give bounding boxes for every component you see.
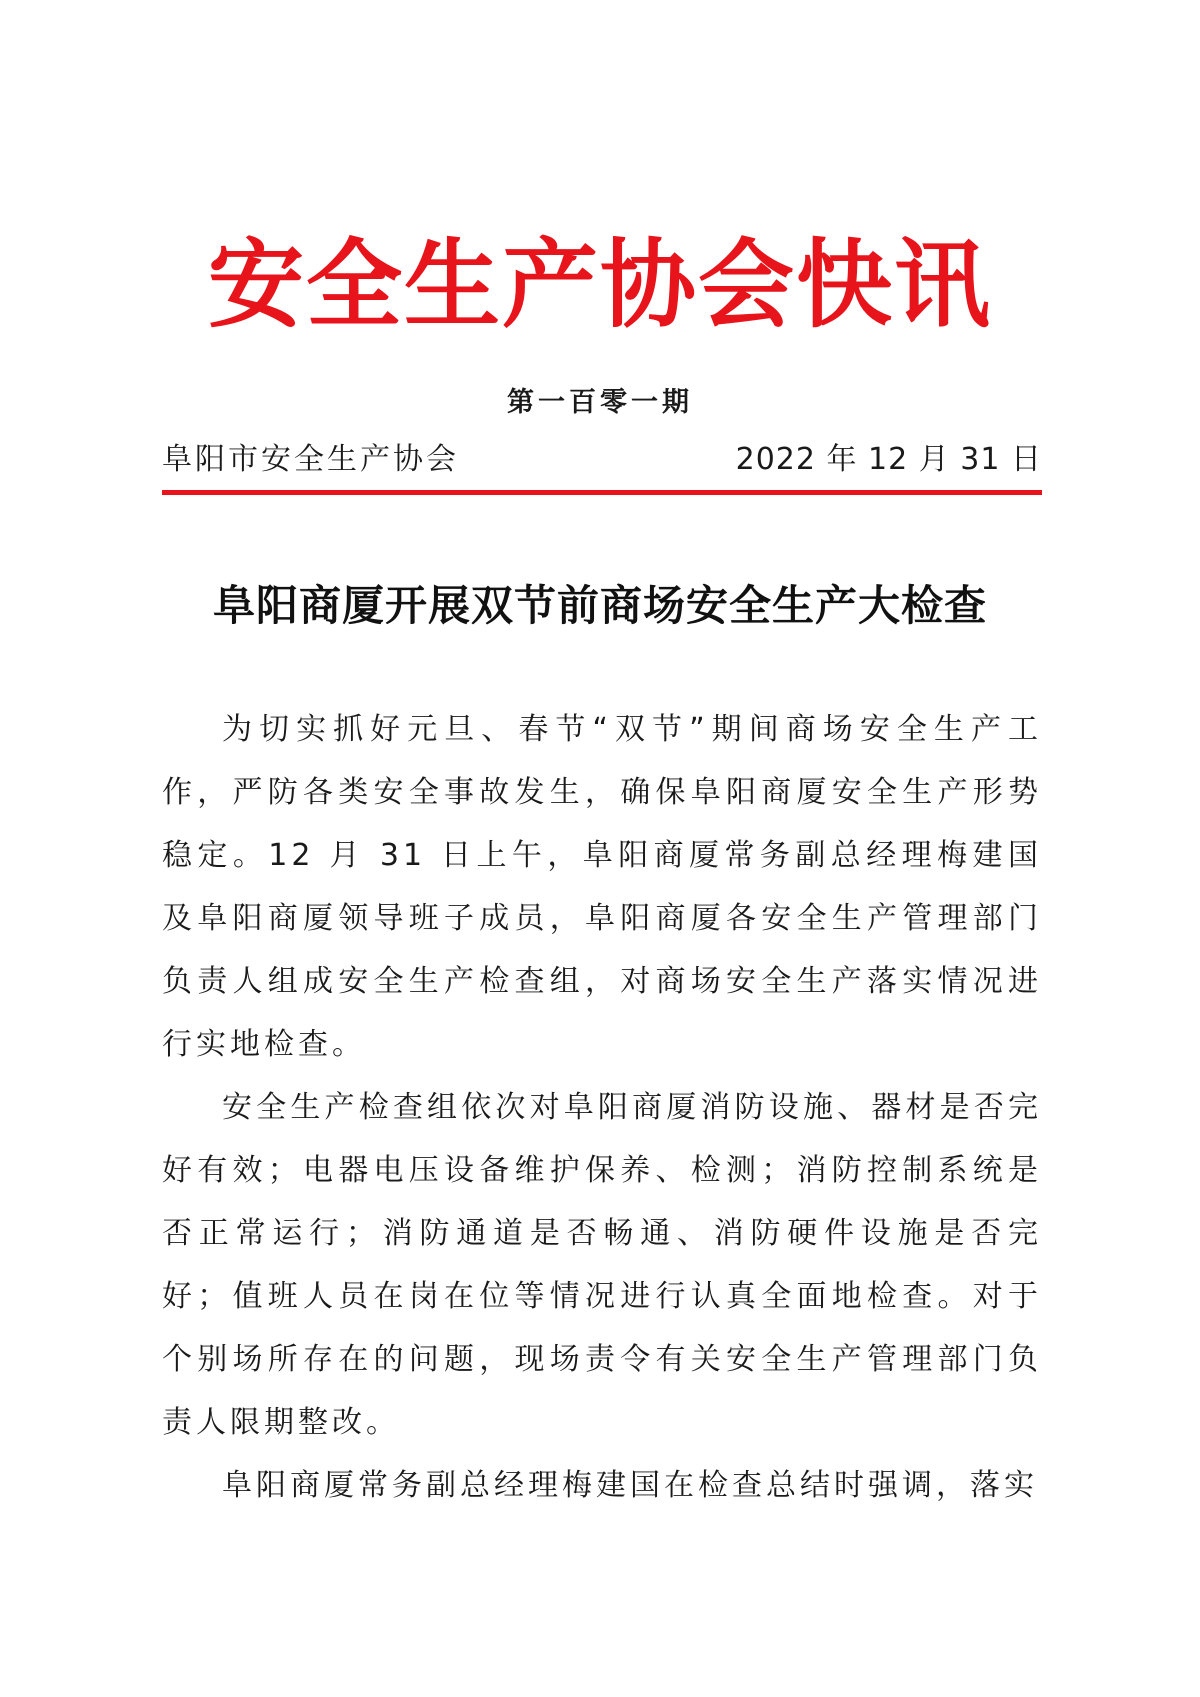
red-divider-line bbox=[162, 490, 1042, 495]
article-paragraph: 阜阳商厦常务副总经理梅建国在检查总结时强调，落实 bbox=[222, 1468, 1038, 1503]
article-paragraph: 为切实抓好元旦、春节“双节”期间商场安全生产工作，严防各类安全事故发生，确保阜阳商厦安全生产形势稳定。12 月 31 日上午，阜阳商厦常务副总经理梅建国及阜阳商厦领导班子成员，阜阳商厦各安全生产管理部门负责人组成安全生产检查组，对商场安全生产落实情况进行实地检查。 bbox=[162, 712, 1042, 1062]
article-headline: 阜阳商厦开展双节前商场安全生产大检查 bbox=[212, 581, 987, 630]
issue-date: 2022 年 12 月 31 日 bbox=[735, 442, 1042, 477]
masthead-title: 安全生产协会快讯 bbox=[208, 228, 992, 341]
masthead-meta-row bbox=[162, 440, 1042, 480]
article-body bbox=[162, 698, 1042, 1517]
issue-number: 第一百零一期 bbox=[507, 387, 693, 418]
article-paragraph: 安全生产检查组依次对阜阳商厦消防设施、器材是否完好有效；电器电压设备维护保养、检测；消防控制系统是否正常运行；消防通道是否畅通、消防硬件设施是否完好；值班人员在岗在位等情况进行认真全面地检查。对于个别场所存在的问题，现场责令有关安全生产管理部门负责人限期整改。 bbox=[162, 1090, 1042, 1440]
publisher-name: 阜阳市安全生产协会 bbox=[162, 442, 459, 477]
